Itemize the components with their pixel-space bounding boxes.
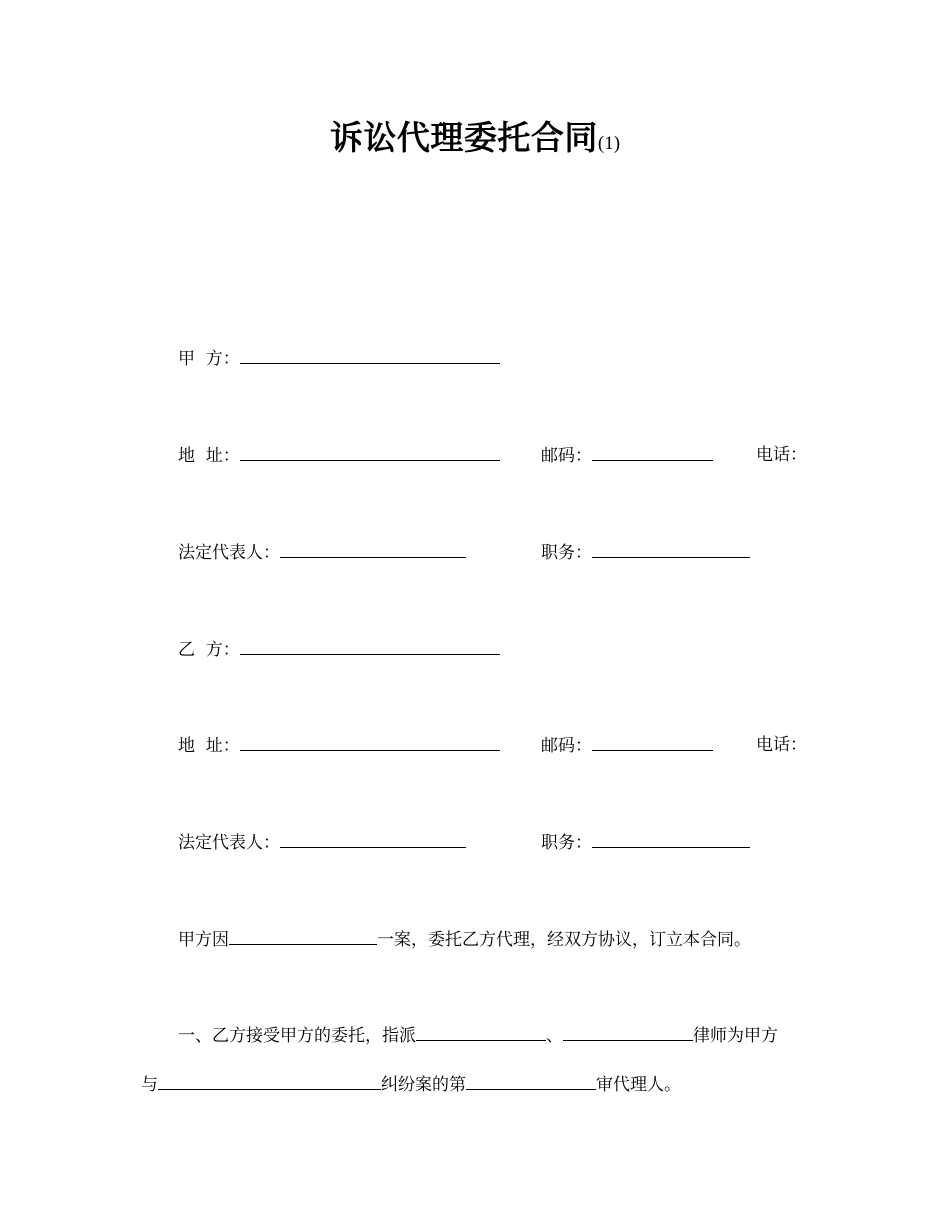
party-b-legal-rep-row — [178, 831, 466, 853]
clause-1-line-1 — [178, 1024, 778, 1046]
party-a-postcode-label: 邮码： — [541, 446, 592, 466]
party-b-name-field[interactable] — [240, 638, 500, 655]
party-a-postcode-row — [541, 444, 713, 466]
party-a-legal-rep-label: 法定代表人： — [178, 543, 280, 563]
party-b-address-row — [178, 734, 500, 756]
party-b-legal-rep-label: 法定代表人： — [178, 833, 280, 853]
party-a-phone-row — [756, 444, 807, 466]
party-a-postcode-field[interactable] — [592, 444, 713, 461]
clause-1-line-2-suffix: 审代理人。 — [596, 1075, 681, 1095]
lawyer-1-field[interactable] — [416, 1024, 546, 1041]
clause-1-separator: 、 — [546, 1026, 563, 1046]
intro-suffix: 一案，委托乙方代理，经双方协议，订立本合同。 — [377, 930, 751, 950]
intro-paragraph — [178, 928, 751, 950]
trial-instance-field[interactable] — [466, 1073, 596, 1090]
party-b-postcode-label: 邮码： — [541, 736, 592, 756]
party-a-name-label: 甲 方： — [178, 349, 240, 369]
clause-1-line-2 — [141, 1073, 681, 1095]
party-b-phone-label: 电话： — [756, 735, 807, 755]
party-a-legal-rep-field[interactable] — [280, 541, 466, 558]
document-title — [0, 112, 950, 159]
party-a-address-field[interactable] — [240, 444, 500, 461]
party-a-position-field[interactable] — [592, 541, 750, 558]
party-b-postcode-field[interactable] — [592, 734, 713, 751]
party-b-position-label: 职务： — [541, 833, 592, 853]
party-a-address-label: 地 址： — [178, 446, 240, 466]
party-b-name-row — [178, 638, 500, 660]
party-b-postcode-row — [541, 734, 713, 756]
party-b-address-field[interactable] — [240, 734, 500, 751]
clause-1-line-1-suffix: 律师为甲方 — [693, 1026, 778, 1046]
party-a-name-field[interactable] — [240, 347, 500, 364]
party-b-position-row — [541, 831, 750, 853]
party-a-address-row — [178, 444, 500, 466]
title-suffix: (1) — [597, 133, 621, 154]
intro-prefix: 甲方因 — [178, 930, 229, 950]
party-b-legal-rep-field[interactable] — [280, 831, 466, 848]
party-b-name-label: 乙 方： — [178, 640, 240, 660]
opposing-party-field[interactable] — [158, 1073, 381, 1090]
clause-1-line-2-prefix: 与 — [141, 1075, 158, 1095]
party-b-address-label: 地 址： — [178, 736, 240, 756]
party-a-phone-label: 电话： — [756, 445, 807, 465]
clause-1-prefix: 一、乙方接受甲方的委托，指派 — [178, 1026, 416, 1046]
party-b-position-field[interactable] — [592, 831, 750, 848]
case-name-field[interactable] — [229, 928, 377, 945]
party-a-legal-rep-row — [178, 541, 466, 563]
clause-1-line-2-middle: 纠纷案的第 — [381, 1075, 466, 1095]
party-b-phone-row — [756, 734, 807, 756]
party-a-name-row — [178, 347, 500, 369]
party-a-position-row — [541, 541, 750, 563]
lawyer-2-field[interactable] — [563, 1024, 693, 1041]
title-main: 诉讼代理委托合同 — [329, 118, 598, 157]
party-a-position-label: 职务： — [541, 543, 592, 563]
